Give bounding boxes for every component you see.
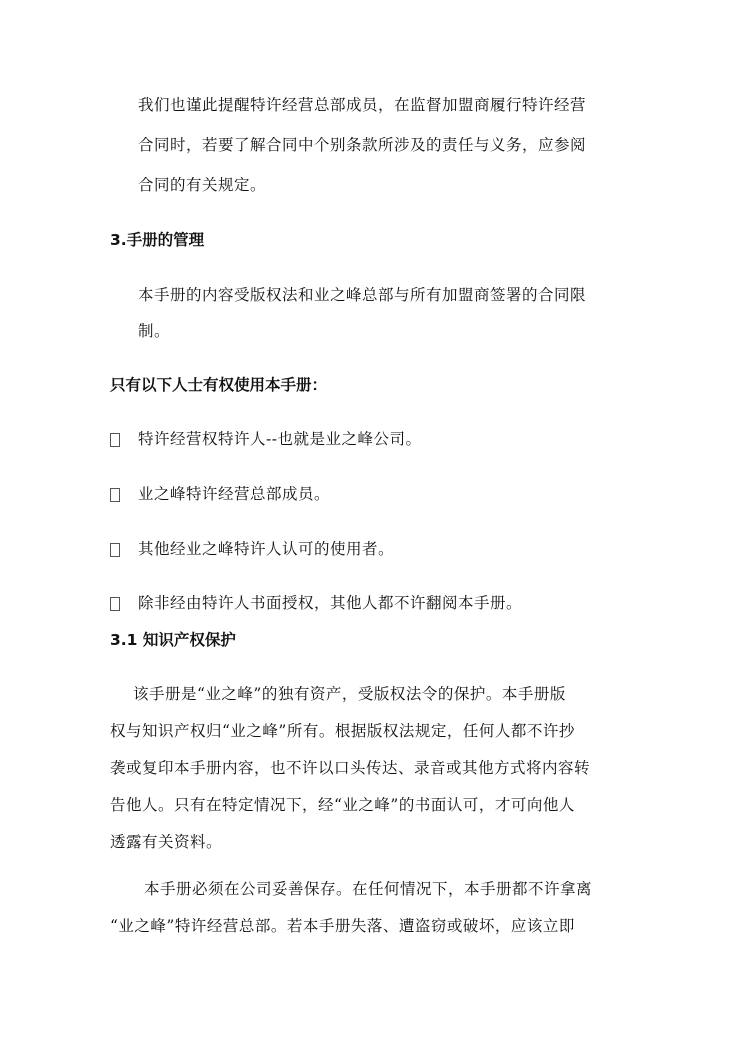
bullet-icon [110, 488, 120, 502]
section-3-line-1: 本手册的内容受版权法和业之峰总部与所有加盟商签署的合同限 [138, 286, 587, 304]
intro-line-2: 合同时，若要了解合同中个别条款所涉及的责任与义务，应参阅 [138, 136, 587, 154]
authorized-list-item [110, 432, 421, 448]
authorized-heading: 只有以下人士有权使用本手册： [110, 376, 328, 394]
ip-para-1-line-4: 告他人。只有在特定情况下，经“业之峰”的书面认可，才可向他人 [110, 796, 575, 814]
bullet-icon [110, 543, 120, 557]
ip-para-1-line-5: 透露有关资料。 [110, 833, 223, 851]
ip-para-2-line-2: “业之峰”特许经营总部。若本手册失落、遭盗窃或破坏，应该立即 [110, 917, 575, 935]
ip-para-1-line-3: 袭或复印本手册内容，也不许以口头传达、录音或其他方式将内容转 [110, 759, 591, 777]
authorized-list-item [110, 542, 394, 558]
authorized-list-item [110, 487, 330, 503]
section-3-1-heading: 3.1 知识产权保护 [110, 631, 236, 649]
bullet-icon [110, 597, 120, 611]
ip-para-1-line-1: 该手册是“业之峰”的独有资产，受版权法令的保护。本手册版 [133, 685, 566, 703]
list-item-text: 业之峰特许经营总部成员。 [138, 485, 331, 503]
section-3-heading: 3.手册的管理 [110, 231, 205, 249]
authorized-list-item [110, 596, 522, 612]
section-3-line-2: 制。 [138, 322, 171, 340]
intro-line-1: 我们也谨此提醒特许经营总部成员，在监督加盟商履行特许经营 [138, 96, 587, 114]
intro-line-3: 合同的有关规定。 [138, 176, 267, 194]
list-item-text: 除非经由特许人书面授权，其他人都不许翻阅本手册。 [138, 594, 523, 612]
ip-para-1-line-2: 权与知识产权归“业之峰”所有。根据版权法规定，任何人都不许抄 [110, 722, 575, 740]
ip-para-2-line-1: 本手册必须在公司妥善保存。在任何情况下，本手册都不许拿离 [144, 880, 593, 898]
list-item-text: 其他经业之峰特许人认可的使用者。 [138, 540, 395, 558]
list-item-text: 特许经营权特许人--也就是业之峰公司。 [138, 430, 422, 448]
bullet-icon [110, 433, 120, 447]
